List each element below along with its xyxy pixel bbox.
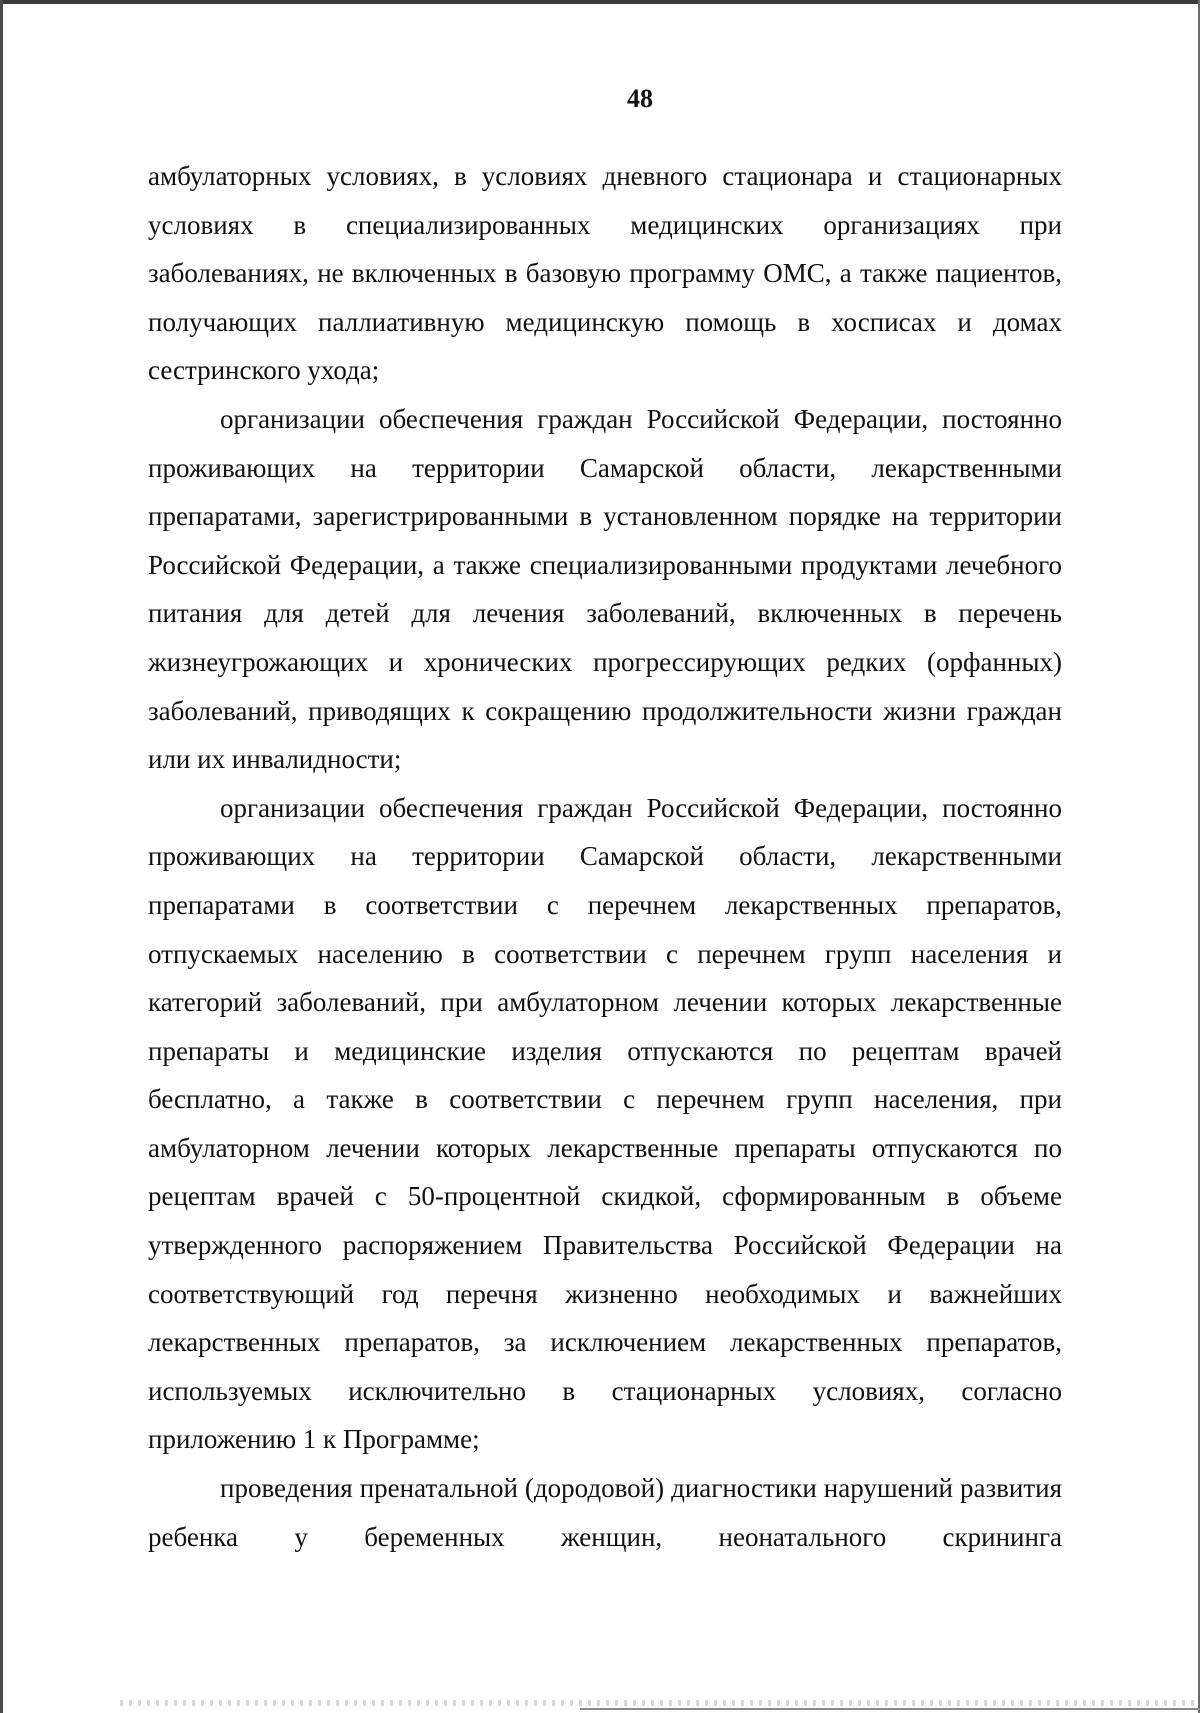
- scan-noise: [120, 1700, 1200, 1706]
- page-number: 48: [627, 84, 653, 113]
- paragraph-4: проведения пренатальной (дородовой) диагностики нарушений развития ребенка у беременных женщин, неонатального скрининга: [148, 1473, 1062, 1552]
- scan-edge-left: [0, 0, 3, 1713]
- scan-edge-top: [0, 0, 1200, 4]
- body-text: [148, 152, 1062, 1561]
- paragraph-3: организации обеспечения граждан Российской Федерации, постоянно проживающих на территории Самарской области, лекарственными препаратами в соответствии с перечнем лекарственных препаратов, отпускаемых населению в соответствии с перечнем групп населения и категорий заболеваний, при амбулаторном лечении которых лекарственные препараты и медицинские изделия отпускаются по рецептам врачей бесплатно, а также в соответствии с перечнем групп населения, при амбулаторном лечении которых лекарственные препараты отпускаются по рецептам врачей с 50-процентной скидкой, сформированным в объеме утвержденного распоряжением Правительства Российской Федерации на соответствующий год перечня жизненно необходимых и важнейших лекарственных препаратов, за исключением лекарственных препаратов, используемых исключительно в стационарных условиях, согласно приложению 1 к Программе;: [148, 792, 1062, 1455]
- paragraph-2: организации обеспечения граждан Российской Федерации, постоянно проживающих на территории Самарской области, лекарственными препаратами, зарегистрированными в установленном порядке на территории Российской Федерации, а также специализированными продуктами лечебного питания для детей для лечения заболеваний, включенных в перечень жизнеугрожающих и хронических прогрессирующих редких (орфанных) заболеваний, приводящих к сокращению продолжительности жизни граждан или их инвалидности;: [148, 403, 1062, 775]
- paragraph-1: амбулаторных условиях, в условиях дневного стационара и стационарных условиях в специализированных медицинских организациях при заболеваниях, не включенных в базовую программу ОМС, а также пациентов, получающих паллиативную медицинскую помощь в хосписах и домах сестринского ухода;: [148, 161, 1062, 386]
- scan-bottom-line: [580, 1708, 1200, 1710]
